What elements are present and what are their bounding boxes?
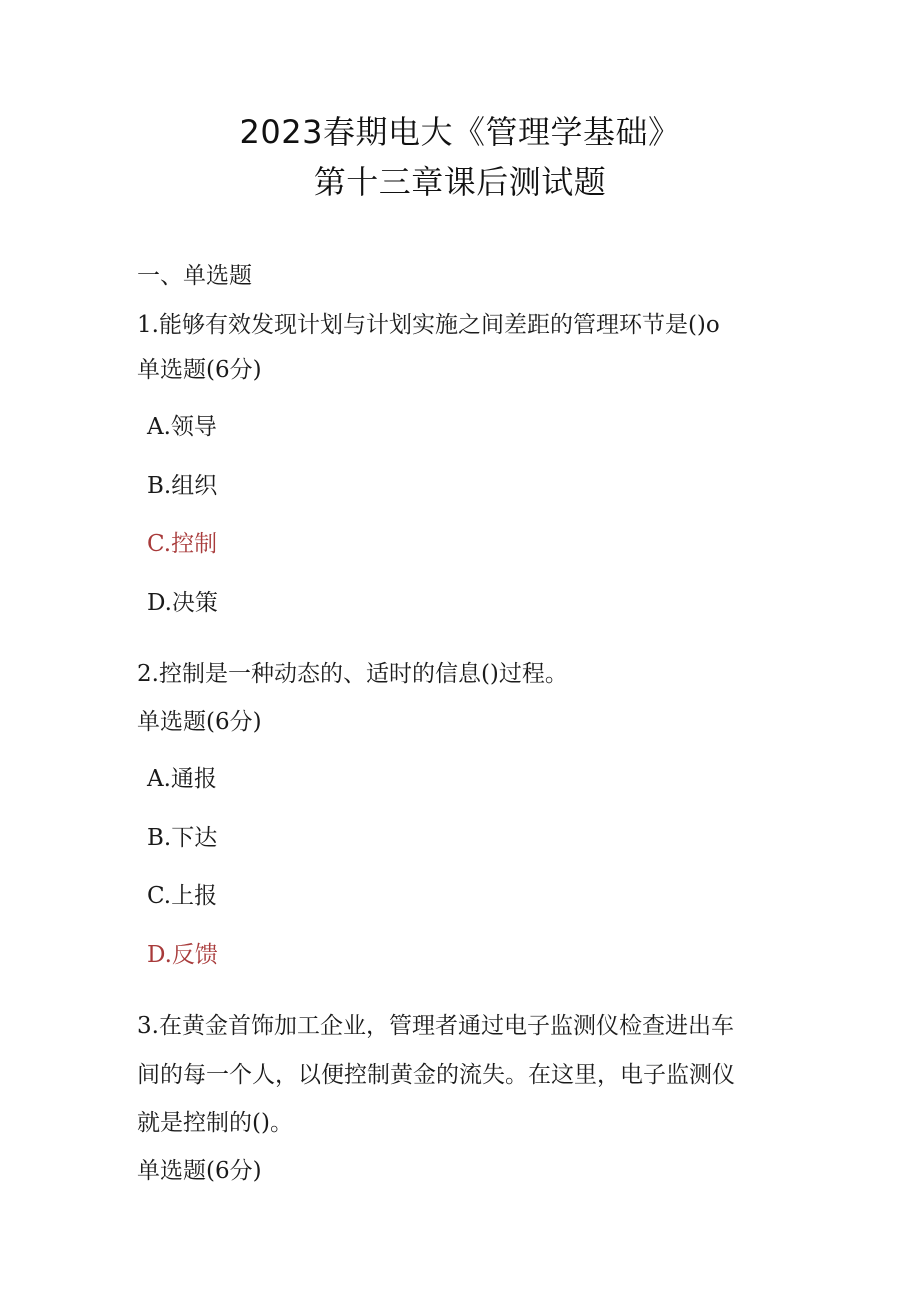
- question-1-text: 1.能够有效发现计划与计划实施之间差距的管理环节是()o: [137, 312, 720, 338]
- question-3-text-line-1: 3.在黄金首饰加工企业，管理者通过电子监测仪检查进出车: [137, 1013, 734, 1039]
- document-title-line-1: 2023春期电大《管理学基础》: [239, 113, 681, 151]
- question-3-text-line-2: 间的每一个人，以便控制黄金的流失。在这里，电子监测仪: [137, 1062, 735, 1088]
- question-2-option-c: C.上报: [147, 883, 218, 909]
- question-3-type: 单选题(6分): [137, 1158, 262, 1184]
- question-2-option-a: A.通报: [147, 766, 217, 792]
- question-3-text-line-3: 就是控制的()。: [137, 1110, 293, 1136]
- question-1-option-d: D.决策: [147, 590, 218, 616]
- question-1-type: 单选题(6分): [137, 357, 262, 383]
- question-2-text: 2.控制是一种动态的、适时的信息()过程。: [137, 661, 568, 687]
- section-heading: 一、单选题: [137, 263, 252, 289]
- question-2-option-b: B.下达: [147, 825, 218, 851]
- question-1-option-c-correct: C.控制: [147, 531, 218, 557]
- document-title-line-2: 第十三章课后测试题: [313, 163, 607, 201]
- question-1-option-a: A.领导: [147, 414, 217, 440]
- question-1-option-b: B.组织: [147, 473, 218, 499]
- question-2-option-d-correct: D.反馈: [147, 942, 218, 968]
- question-2-type: 单选题(6分): [137, 709, 262, 735]
